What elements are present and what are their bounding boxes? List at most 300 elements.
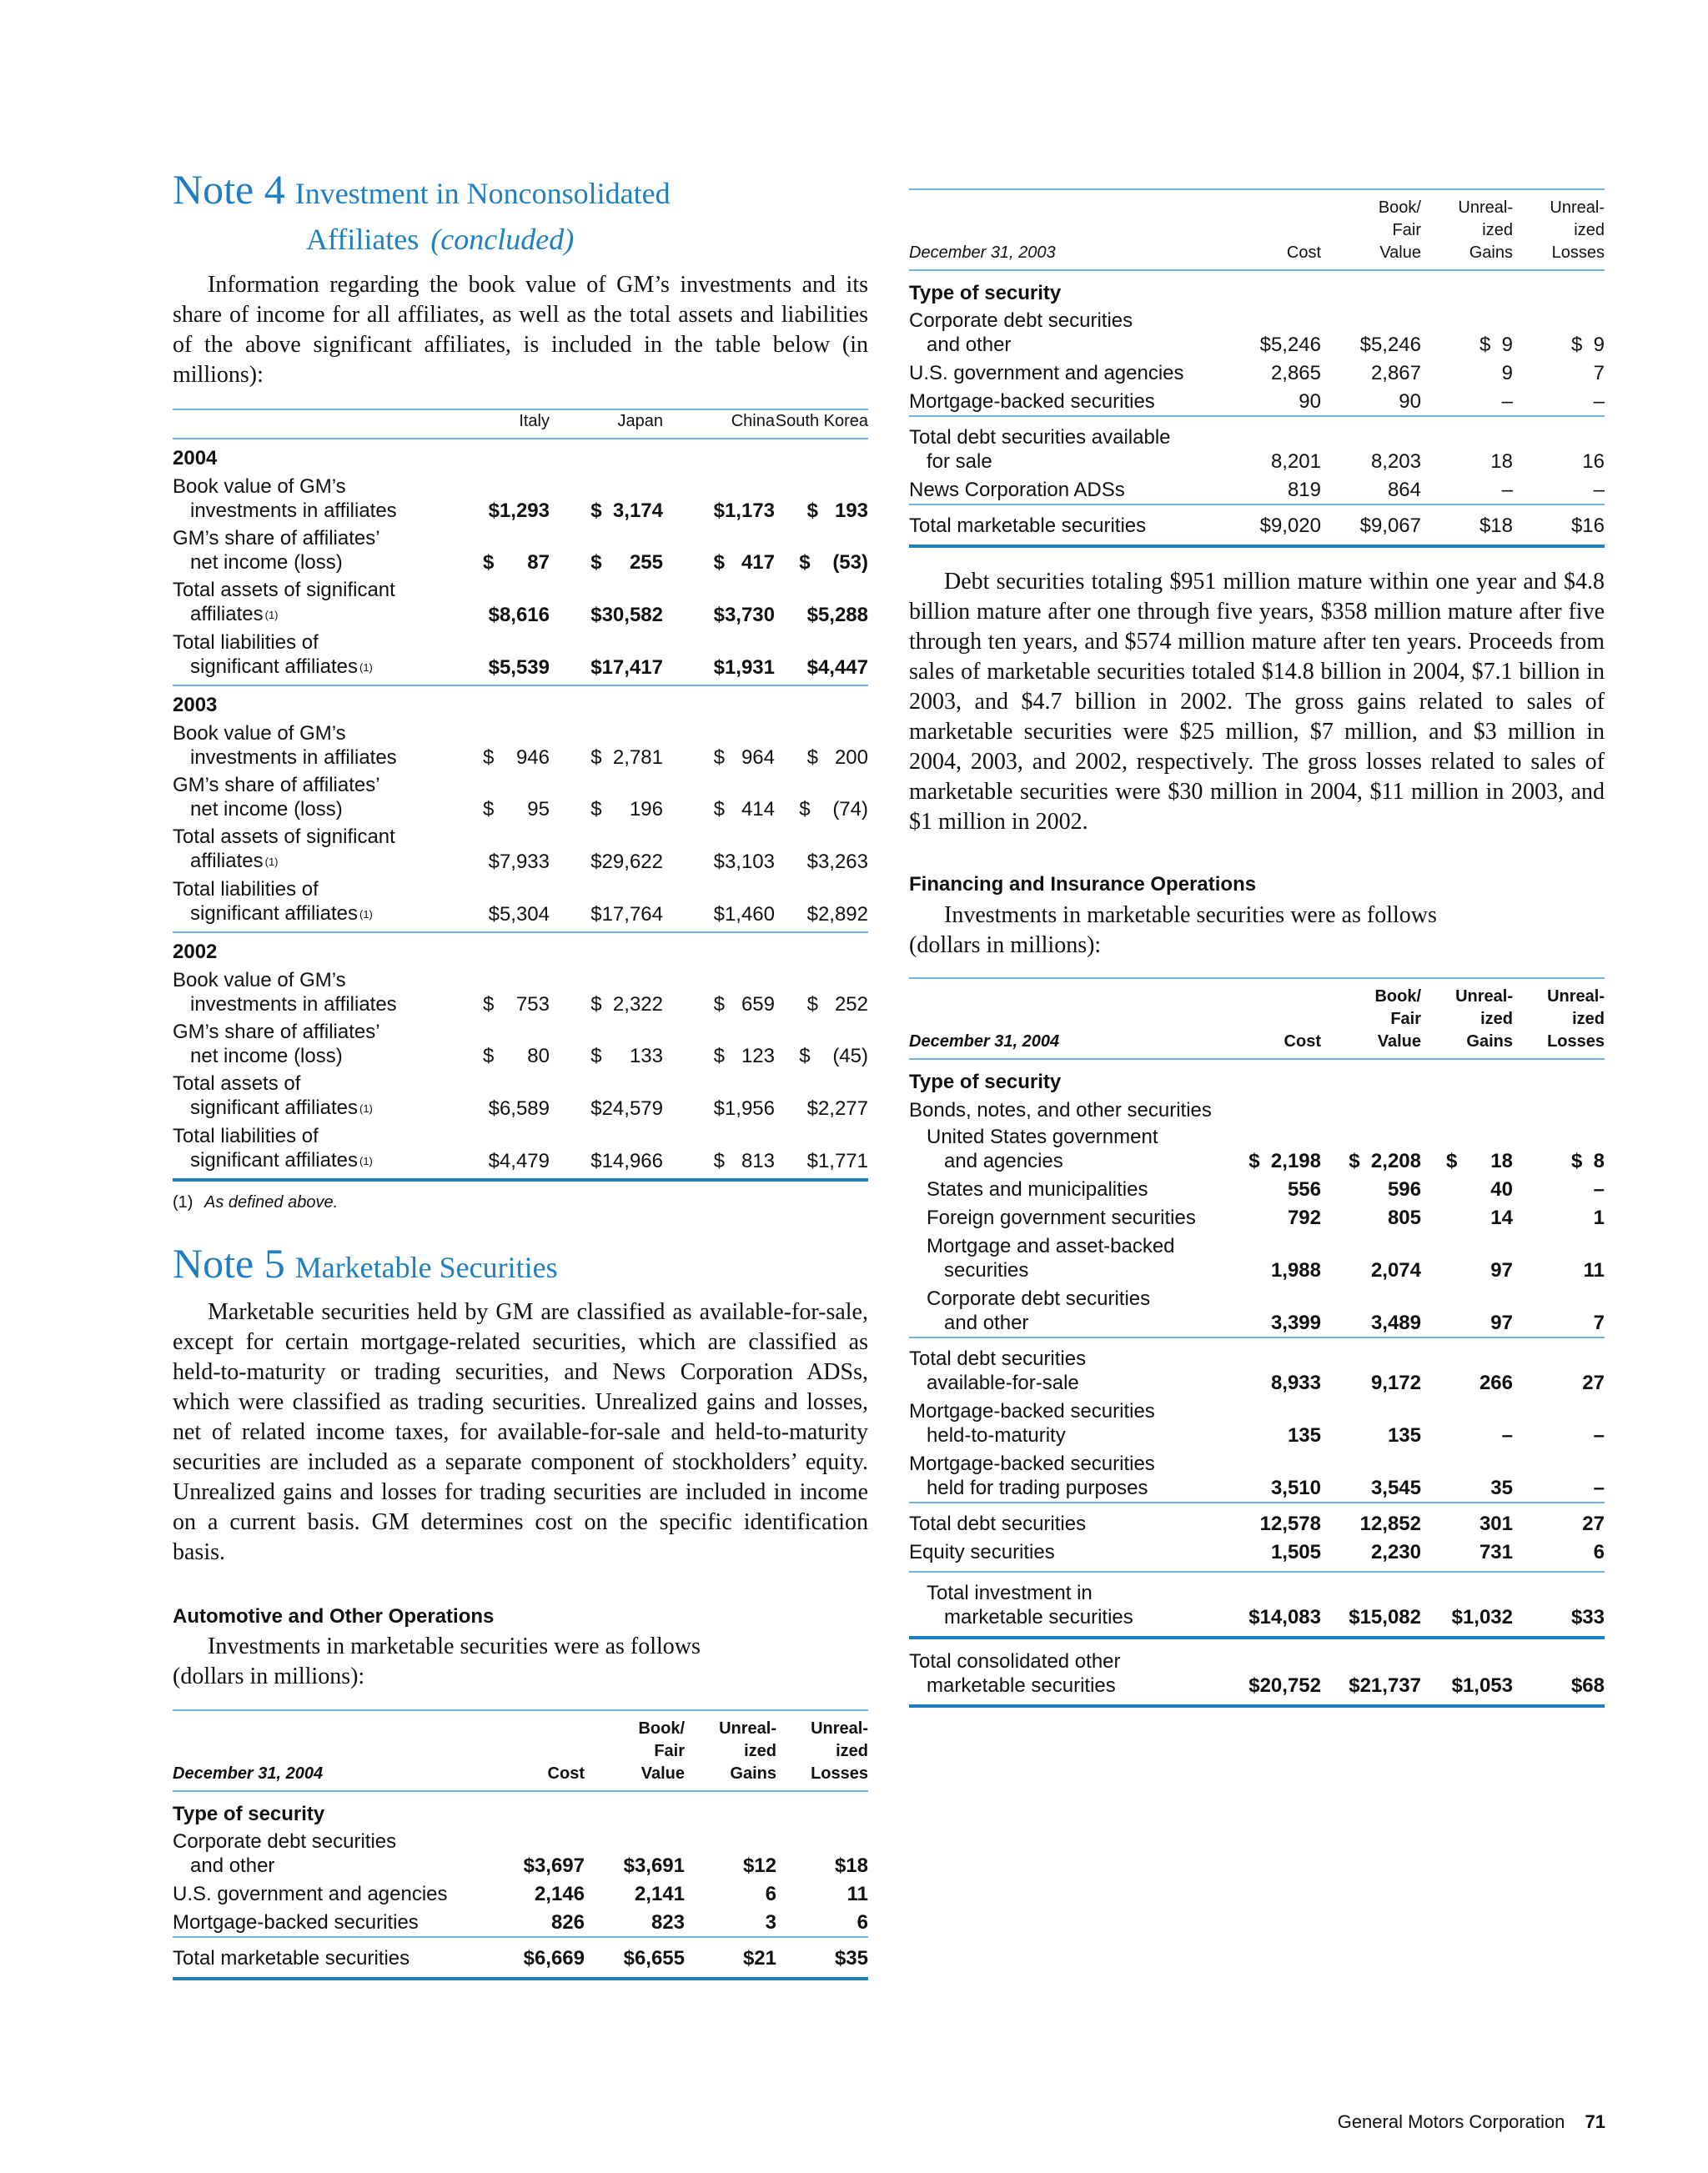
affiliates-row-label <box>173 1121 448 1173</box>
securities-value: 823 <box>651 1911 685 1934</box>
year-label: 2004 <box>173 447 218 469</box>
row-label-line2 <box>173 550 448 575</box>
row-label-line1: States and municipalities <box>927 1178 1148 1201</box>
securities-value: 135 <box>1387 1424 1421 1447</box>
securities-row-label <box>909 387 1223 416</box>
securities-value: 6 <box>765 1883 776 1905</box>
securities-header-row <box>909 978 1605 1059</box>
affiliates-row <box>173 718 868 770</box>
row-label-line2: held-to-maturity <box>927 1424 1066 1447</box>
securities-row <box>909 1232 1605 1284</box>
affiliates-value: $4,479 <box>488 1150 550 1172</box>
footnote-ref: (1) <box>359 908 373 921</box>
row-label-line1: U.S. government and agencies <box>909 362 1184 384</box>
total-consolidated-row <box>909 1638 1605 1706</box>
securities-value: 556 <box>1287 1178 1321 1201</box>
securities-row-label <box>909 1572 1223 1638</box>
header-date-line: December 31, 2004 <box>909 1032 1060 1051</box>
row-label-line2 <box>173 797 448 821</box>
securities-value: 6 <box>857 1911 868 1934</box>
securities-row <box>909 359 1605 387</box>
auto-heading: Automotive and Other Operations <box>173 1605 495 1628</box>
securities-value: 2,230 <box>1370 1541 1421 1563</box>
securities-value: 2,867 <box>1370 362 1421 384</box>
col-unrealized-gains-line: Unreal- <box>719 1719 776 1738</box>
footnote-ref: (1) <box>359 661 373 674</box>
securities-value: $16 <box>1570 514 1605 537</box>
affiliates-row-label <box>173 874 448 926</box>
affiliates-row-label <box>173 718 448 770</box>
row-label-line1: Total liabilities of <box>173 878 319 901</box>
col-book-fair-value-line: Fair <box>1390 1010 1421 1028</box>
affiliates-value: $ 133 <box>590 1045 663 1067</box>
affiliates-value: $ 252 <box>806 993 868 1016</box>
type-of-security-row <box>173 1791 868 1827</box>
header-date <box>909 189 1223 270</box>
total-debt-row <box>909 1503 1605 1538</box>
affiliates-row-label <box>173 523 448 575</box>
affiliates-row-label <box>173 770 448 821</box>
securities-value: 2,146 <box>534 1883 585 1905</box>
row-label-line2: for sale <box>927 450 992 473</box>
header-date-line: December 31, 2004 <box>173 1764 324 1783</box>
securities-value: 90 <box>1299 390 1321 413</box>
affiliates-row-label <box>173 575 448 627</box>
footer-company: General Motors Corporation <box>1337 2111 1565 2132</box>
col-unrealized-losses-line: ized <box>1574 221 1605 239</box>
securities-value: 2,865 <box>1270 362 1321 384</box>
affiliates-value: $ 200 <box>806 746 868 769</box>
securities-value: 8,203 <box>1370 450 1421 473</box>
row-label-line1: U.S. government and agencies <box>173 1883 448 1905</box>
securities-row <box>909 1337 1605 1397</box>
securities-value: $9,020 <box>1259 514 1321 537</box>
securities-value: $6,655 <box>623 1947 685 1970</box>
securities-value: $21,737 <box>1349 1674 1421 1697</box>
row-label-text: significant affiliates <box>190 655 358 678</box>
securities-row <box>173 1908 868 1937</box>
row-label-line1: Book value of GM’s <box>173 475 346 498</box>
securities-row <box>909 1284 1605 1337</box>
securities-row-label <box>173 1879 486 1908</box>
affiliates-value: $1,293 <box>488 499 550 522</box>
year-label: 2002 <box>173 941 218 963</box>
securities-value: $35 <box>834 1947 868 1970</box>
row-label-line1: Total debt securities <box>909 1347 1087 1370</box>
securities-value: 135 <box>1287 1424 1321 1447</box>
securities-row-label <box>909 1397 1223 1449</box>
affiliates-row <box>173 1068 868 1121</box>
affiliates-row <box>173 770 868 821</box>
securities-value: – <box>1593 390 1605 413</box>
securities-value: $9,067 <box>1359 514 1421 537</box>
col-book-fair-value <box>1321 978 1421 1059</box>
total-row <box>173 1937 868 1979</box>
affiliates-year-block <box>173 685 868 931</box>
type-of-security-row <box>909 270 1605 306</box>
securities-row <box>173 1879 868 1908</box>
row-label-text: significant affiliates <box>190 1097 358 1119</box>
col-book-fair-value <box>585 1710 685 1791</box>
securities-value: $1,032 <box>1451 1606 1513 1628</box>
securities-value: 805 <box>1387 1207 1421 1229</box>
securities-value: 97 <box>1490 1312 1513 1334</box>
affiliates-value: $ 964 <box>713 746 775 769</box>
securities-value: 27 <box>1582 1372 1605 1394</box>
affiliates-value: $ (53) <box>799 551 868 574</box>
affiliates-body <box>173 438 868 1182</box>
affiliates-value: $ 193 <box>806 499 868 522</box>
securities-value: $1,053 <box>1451 1674 1513 1697</box>
securities-value: 18 <box>1490 450 1513 473</box>
row-label-line1: Total liabilities of <box>173 1125 319 1147</box>
securities-row-label <box>909 1503 1223 1538</box>
securities-value: 40 <box>1490 1178 1513 1201</box>
affiliates-row <box>173 627 868 680</box>
securities-value: $68 <box>1570 1674 1605 1697</box>
securities-value: – <box>1593 1424 1605 1447</box>
maturity-paragraph: Debt securities totaling $951 million mature within one year and $4.8 billion mature after one through five years, $358 million mature after five through ten years, and $574 million mature after ten years. Proceeds from sales of marketable securities totaled $14.8 billion in 2004, $7.1 billion in 2003, and $4.7 billion in 2002. The gross gains related to sales of marketable securities were $25 million, $7 million, and $3 million in 2004, 2003, and 2002, respectively. The gross losses related to sales of marketable securities were $30 million in 2004, $11 million in 2003, and $1 million in 2002. <box>909 569 1605 835</box>
row-label-text: investments in affiliates <box>190 993 397 1016</box>
affiliates-value: $17,764 <box>590 903 663 926</box>
affiliates-row <box>173 575 868 627</box>
row-label-line1: Mortgage-backed securities <box>909 1400 1155 1423</box>
row-label-line2: marketable securities <box>927 1674 1116 1697</box>
securities-row-label <box>909 1232 1223 1284</box>
securities-value: 2,074 <box>1370 1259 1421 1282</box>
securities-value: $20,752 <box>1248 1674 1321 1697</box>
col-unrealized-losses-line: ized <box>1572 1010 1605 1028</box>
header-date <box>909 978 1223 1059</box>
type-of-security-row <box>909 1059 1605 1095</box>
col-unrealized-gains-line: Gains <box>730 1764 776 1783</box>
affiliates-value: $5,288 <box>806 604 868 626</box>
row-label-line1: Corporate debt securities <box>173 1830 397 1853</box>
col-unrealized-losses-line: Losses <box>811 1764 868 1783</box>
affiliates-row-label <box>173 471 448 523</box>
col-unrealized-gains-line: ized <box>744 1742 776 1760</box>
type-of-security-label: Type of security <box>173 1803 325 1825</box>
securities-row-label <box>909 1638 1223 1706</box>
affiliates-value: $ 3,174 <box>590 499 663 522</box>
securities-value: 3,399 <box>1270 1312 1321 1334</box>
securities-value: 12,578 <box>1259 1513 1321 1535</box>
year-row <box>173 439 868 471</box>
col-unrealized-losses <box>1513 189 1605 270</box>
securities-value: 35 <box>1490 1477 1513 1499</box>
securities-value: – <box>1501 479 1513 501</box>
securities-value: 3,489 <box>1370 1312 1421 1334</box>
row-label-text: net income (loss) <box>190 798 343 821</box>
securities-value: $18 <box>834 1854 868 1877</box>
row-label-line1: Total investment in <box>927 1582 1093 1604</box>
year-row <box>173 932 868 965</box>
affiliates-value: $1,173 <box>713 499 775 522</box>
affiliates-value: $1,931 <box>713 656 775 679</box>
affiliates-year-block <box>173 931 868 1182</box>
footnote-ref: (1) <box>359 1102 373 1115</box>
auto-2003-table <box>909 188 1605 548</box>
col-book-fair-value-line: Value <box>1377 1032 1421 1051</box>
securities-row <box>909 1122 1605 1175</box>
securities-value: 826 <box>550 1911 585 1934</box>
affiliates-value: $3,263 <box>806 851 868 873</box>
securities-value: 11 <box>846 1883 868 1905</box>
row-label-text: affiliates <box>190 850 264 872</box>
row-label-text: significant affiliates <box>190 1149 358 1172</box>
securities-header-row <box>173 1710 868 1791</box>
col-unrealized-gains-line: ized <box>1480 1010 1513 1028</box>
row-label-line1: Total debt securities <box>909 1513 1087 1535</box>
securities-value: 1,988 <box>1270 1259 1321 1282</box>
row-label-line1: Total assets of <box>173 1072 301 1095</box>
securities-row <box>909 1397 1605 1449</box>
year-label: 2003 <box>173 694 218 716</box>
affiliates-value: $ 95 <box>482 798 550 821</box>
note4-heading <box>173 167 868 263</box>
row-label-line1: GM’s share of affiliates’ <box>173 774 380 796</box>
affiliates-value: $ 946 <box>482 746 550 769</box>
securities-value: $ 9 <box>1479 334 1513 356</box>
footnote-mark: (1) <box>173 1193 193 1212</box>
col-japan: Japan <box>617 412 663 430</box>
affiliates-value: $ 659 <box>713 993 775 1016</box>
securities-row <box>909 1175 1605 1203</box>
page-footer <box>1338 2111 1605 2133</box>
affiliates-value: $30,582 <box>590 604 663 626</box>
securities-value: – <box>1501 1424 1513 1447</box>
affiliates-value: $5,539 <box>488 656 550 679</box>
row-label-line1: Mortgage-backed securities <box>909 1453 1155 1475</box>
col-unrealized-gains <box>685 1710 776 1791</box>
securities-value: 864 <box>1387 479 1421 501</box>
affiliates-value: $ 123 <box>713 1045 775 1067</box>
securities-row <box>909 1203 1605 1232</box>
affiliates-row-label <box>173 821 448 874</box>
securities-value: 819 <box>1287 479 1321 501</box>
row-label-line1: Total marketable securities <box>909 514 1147 537</box>
footnote-text: As defined above. <box>204 1193 339 1212</box>
row-label-line2 <box>173 499 448 523</box>
securities-value: 9,172 <box>1370 1372 1421 1394</box>
note5-title: Marketable Securities <box>294 1251 558 1284</box>
affiliates-value: $ (45) <box>799 1045 868 1067</box>
affiliates-value: $ 2,781 <box>590 746 663 769</box>
securities-value: $6,669 <box>523 1947 585 1970</box>
row-label-line2 <box>173 745 448 770</box>
col-book-fair-value-line: Fair <box>654 1742 685 1760</box>
securities-value: $12 <box>742 1854 776 1877</box>
row-label-line1: Corporate debt securities <box>927 1287 1151 1310</box>
fin-heading: Financing and Insurance Operations <box>909 873 1257 896</box>
note5-intro: Marketable securities held by GM are classified as available-for-sale, except for certain mortgage-related securities, which are classified as held-to-maturity or trading securities, and News Corporation ADSs, which were classified as trading securities. Unrealized gains and losses, net of related income taxes, for available-for-sale and held-to-maturity securities are included as a separate component of stockholders’ equity. Unrealized gains and losses for trading securities are included in income on a current basis. GM determines cost on the specific identification basis. <box>173 1299 868 1565</box>
securities-row-label <box>909 504 1223 546</box>
affiliates-row-label <box>173 965 448 1016</box>
affiliates-value: $6,589 <box>488 1097 550 1120</box>
col-unrealized-gains-line: Gains <box>1469 243 1513 262</box>
row-label-line1: Book value of GM’s <box>173 969 346 991</box>
row-label-line1: Total marketable securities <box>173 1947 410 1970</box>
securities-value: – <box>1501 390 1513 413</box>
row-label-line1: GM’s share of affiliates’ <box>173 527 380 550</box>
row-label-text: affiliates <box>190 603 264 625</box>
row-label-line1: Total assets of significant <box>173 579 395 601</box>
affiliates-row-label <box>173 1068 448 1121</box>
col-cost <box>1223 978 1321 1059</box>
securities-row <box>173 1827 868 1879</box>
row-label-text: net income (loss) <box>190 1045 343 1067</box>
securities-value: 266 <box>1479 1372 1513 1394</box>
col-book-fair-value-line: Book/ <box>638 1719 685 1738</box>
row-label-line2: and other <box>944 1312 1029 1334</box>
securities-row-label <box>909 306 1223 359</box>
affiliates-row-label <box>173 627 448 680</box>
securities-value: 596 <box>1387 1178 1421 1201</box>
affiliates-value: $ 2,322 <box>590 993 663 1016</box>
securities-value: 90 <box>1399 390 1421 413</box>
securities-value: 3,510 <box>1270 1477 1321 1499</box>
page-number: 71 <box>1585 2111 1605 2132</box>
row-label-line2: held for trading purposes <box>927 1477 1148 1499</box>
row-label-line2 <box>173 901 448 926</box>
row-label-line1: Total assets of significant <box>173 826 395 848</box>
row-label-text: significant affiliates <box>190 902 358 925</box>
securities-value: 8,933 <box>1270 1372 1321 1394</box>
col-book-fair-value-line: Value <box>640 1764 685 1783</box>
securities-value: 9 <box>1501 362 1513 384</box>
row-label-line1: Total consolidated other <box>909 1650 1121 1673</box>
col-italy: Italy <box>519 412 550 430</box>
affiliates-value: $8,616 <box>488 604 550 626</box>
note5-number: Note 5 <box>173 1240 285 1287</box>
securities-value: 12,852 <box>1359 1513 1421 1535</box>
total-row <box>909 504 1605 546</box>
affiliates-value: $1,771 <box>806 1150 868 1172</box>
row-label-line2 <box>173 849 448 874</box>
securities-row-label <box>909 1538 1223 1572</box>
note4-title-suffix: (concluded) <box>430 223 575 256</box>
affiliates-value: $3,103 <box>713 851 775 873</box>
col-book-fair-value-line: Book/ <box>1374 987 1421 1006</box>
equity-row <box>909 1538 1605 1572</box>
row-label-line1: Equity securities <box>909 1541 1055 1563</box>
securities-value: 3 <box>765 1911 776 1934</box>
fin-2004-table <box>909 977 1605 1708</box>
row-label-line2 <box>173 1096 448 1121</box>
col-unrealized-losses <box>1513 978 1605 1059</box>
note4-title-line1: Investment in Nonconsolidated <box>294 177 671 210</box>
col-unrealized-gains-line: ized <box>1482 221 1513 239</box>
securities-row-label <box>173 1937 486 1979</box>
securities-value: 1 <box>1593 1207 1605 1229</box>
col-unrealized-losses-line: Unreal- <box>811 1719 868 1738</box>
row-label-line1: Mortgage and asset-backed <box>927 1235 1175 1257</box>
row-label-line1: Total debt securities available <box>909 426 1171 449</box>
row-label-line1: Mortgage-backed securities <box>909 390 1155 413</box>
securities-value: 792 <box>1287 1207 1321 1229</box>
securities-value: $ 2,198 <box>1248 1150 1321 1172</box>
securities-row-label <box>909 1284 1223 1337</box>
col-unrealized-losses-line: Unreal- <box>1547 987 1605 1006</box>
securities-value: $ 9 <box>1570 334 1605 356</box>
securities-value: 7 <box>1593 1312 1605 1334</box>
row-label-line2: and agencies <box>944 1150 1063 1172</box>
row-label-line1: Total liabilities of <box>173 631 319 654</box>
subtotal-row <box>909 416 1605 475</box>
securities-value: 7 <box>1593 362 1605 384</box>
row-label-line2 <box>173 655 448 680</box>
securities-value: – <box>1593 1178 1605 1201</box>
affiliates-footnote <box>173 1193 868 1212</box>
affiliates-value: $ 80 <box>482 1045 550 1067</box>
securities-value: – <box>1593 1477 1605 1499</box>
affiliates-value: $7,933 <box>488 851 550 873</box>
row-label-line1: News Corporation ADSs <box>909 479 1125 501</box>
affiliates-row <box>173 523 868 575</box>
affiliates-value: $1,460 <box>713 903 775 926</box>
col-unrealized-gains <box>1421 978 1513 1059</box>
row-label-line2 <box>173 1148 448 1173</box>
affiliates-value: $ 196 <box>590 798 663 821</box>
securities-row-label <box>909 1449 1223 1503</box>
col-book-fair-value <box>1321 189 1421 270</box>
col-cost-line: Cost <box>1284 1032 1321 1051</box>
col-unrealized-gains-line: Unreal- <box>1458 198 1513 217</box>
securities-value: 14 <box>1490 1207 1513 1229</box>
securities-value: 2,141 <box>634 1883 685 1905</box>
affiliates-row <box>173 471 868 523</box>
col-china: China <box>731 412 775 430</box>
securities-value: $ 18 <box>1445 1150 1513 1172</box>
affiliates-value: $3,730 <box>713 604 775 626</box>
securities-value: $15,082 <box>1349 1606 1421 1628</box>
col-cost <box>486 1710 585 1791</box>
securities-row <box>909 387 1605 416</box>
securities-row-label <box>173 1827 486 1879</box>
securities-value: $33 <box>1570 1606 1605 1628</box>
row-label-line2 <box>173 992 448 1016</box>
col-unrealized-losses-line: ized <box>836 1742 868 1760</box>
col-south-korea: South Korea <box>775 412 868 430</box>
securities-value: $ 8 <box>1570 1150 1605 1172</box>
row-label-line2 <box>173 1044 448 1068</box>
affiliates-value: $17,417 <box>590 656 663 679</box>
securities-value: $3,697 <box>523 1854 585 1877</box>
col-unrealized-losses-line: Losses <box>1547 1032 1605 1051</box>
securities-header-row <box>909 189 1605 270</box>
col-cost <box>1223 189 1321 270</box>
row-label-line2: available-for-sale <box>927 1372 1079 1394</box>
col-unrealized-losses-line: Losses <box>1551 243 1605 262</box>
securities-row-label <box>909 359 1223 387</box>
type-of-security-label: Type of security <box>909 1071 1062 1093</box>
securities-value: $21 <box>742 1947 776 1970</box>
affiliates-value: $29,622 <box>590 851 663 873</box>
securities-row-label <box>909 1337 1223 1397</box>
securities-value: 8,201 <box>1270 450 1321 473</box>
col-unrealized-gains <box>1421 189 1513 270</box>
row-label-line1: Foreign government securities <box>927 1207 1196 1229</box>
affiliates-value: $1,956 <box>713 1097 775 1120</box>
securities-row-label <box>909 416 1223 475</box>
securities-row <box>909 1449 1605 1503</box>
row-label-line2 <box>173 602 448 627</box>
securities-row <box>909 306 1605 359</box>
header-date-line: December 31, 2003 <box>909 243 1056 262</box>
securities-row-label <box>909 1203 1223 1232</box>
row-label-line1: Mortgage-backed securities <box>173 1911 419 1934</box>
affiliates-table <box>173 409 868 1212</box>
